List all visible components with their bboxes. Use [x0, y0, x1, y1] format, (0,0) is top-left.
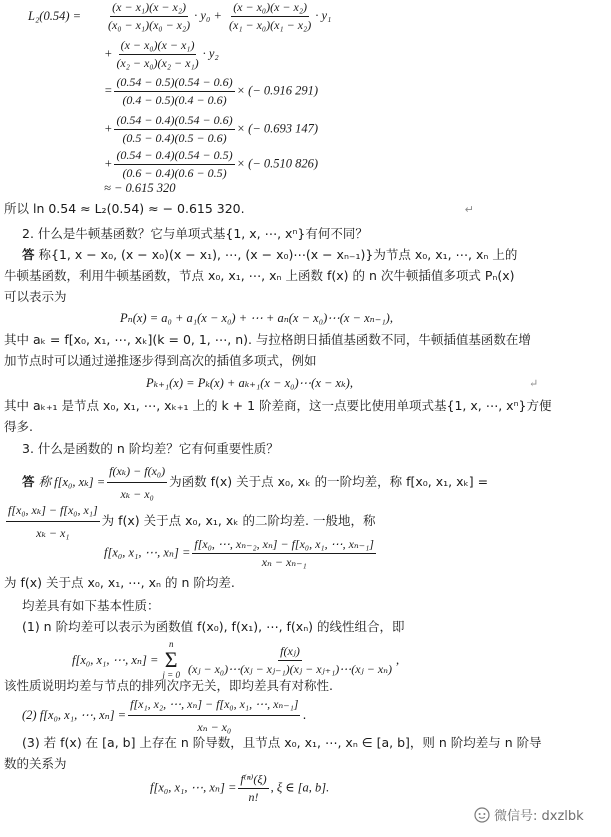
fraction: $\frac{\text{(x − x₀)(x − x₁)}}{\text{(x₂ − x₀)(x₂ − x₁)}}$ [116, 38, 199, 70]
q3-props-intro: 均差具有如下基本性质： [22, 598, 160, 613]
q2-answer-line-6: 其中 aₖ₊₁ 是节点 x₀, x₁, ⋯, xₖ₊₁ 上的 k + 1 阶差商，这一点要比使用单项式基{1, x, ⋯, xⁿ}方便 [4, 398, 552, 413]
watermark [474, 805, 584, 824]
wechat-icon [474, 807, 490, 823]
fraction: $\frac{\text{(x − x₁)(x − x₂)}}{\text{(x₀ − x₁)(x₀ − x₂)}}$ [108, 0, 191, 32]
q2-answer-line-1: 答 称{1, x − x₀, (x − x₀)(x − x₁), ⋯, (x − x₀)⋯(x − xₙ₋₁)}为节点 x₀, x₁, ⋯, xₙ 上的 [22, 247, 518, 262]
lagrange-approx: ≈ − 0.615 320 [104, 181, 176, 195]
q2-answer-line-4: 其中 aₖ = f[x₀, x₁, ⋯, xₖ](k = 0, 1, ⋯, n). 与拉格朗日插值基函数不同，牛顿插值基函数在增 [4, 332, 531, 347]
lagrange-term-3: + $\frac{\text{(x − x₀)(x − x₁)}}{\text{(x₂ − x₀)(x₂ − x₁)}}$ · y₂ [104, 38, 219, 70]
fraction: $\frac{\text{f[x₁, x₂, ⋯, xₙ] − f[x₀, x₁, ⋯, xₙ₋₁]}}{\text{xₙ − x₀}}$ [128, 694, 300, 737]
q2-answer-line-5: 加节点时可以通过递推逐步得到高次的插值多项式，例如 [4, 353, 317, 368]
answer-label: 答 [22, 247, 35, 262]
q3-property-1-note: 该性质说明均差与节点的排列次序无关，即均差具有对称性. [4, 678, 333, 693]
lagrange-lhs: L₂(0.54) = [28, 9, 82, 23]
q3-question: 3. 什么是函数的 n 阶均差？它有何重要性质？ [22, 441, 279, 456]
return-mark-icon: ↵ [528, 378, 539, 390]
q2-answer-line-3: 可以表示为 [4, 289, 67, 304]
lagrange-term-1: $\frac{\text{(x − x₁)(x − x₂)}}{\text{(x₀ − x₁)(x₀ − x₂)}}$ · y₀ + $\frac{\text{(x − x₀)(x − x₂)}}{\text{(x₁ − x₀)(x₁ − x₂)}}$ · y₁ [108, 0, 332, 32]
q2-question: 2. 什么是牛顿基函数？它与单项式基{1, x, ⋯, xⁿ}有何不同？ [22, 226, 368, 241]
lagrange-numeric-3: + $\frac{(0.54 - 0.4)(0.54 - 0.5)}{(0.6 - 0.4)(0.6 - 0.5)}$ × (− 0.510 826) [104, 148, 319, 180]
q3-formula-nth-divided-difference: f[x₀, x₁, ⋯, xₙ] = $\frac{\text{f[x₀, ⋯, xₙ₋₂, xₙ] − f[x₀, x₁, ⋯, xₙ₋₁]}}{\text{xₙ − xₙ₋₁}}$ [104, 537, 374, 569]
q3-answer-line-2: $\frac{\text{f[x₀, xₖ] − f[x₀, x₁]}}{\text{xₖ − x₁}}$ 为 f(x) 关于点 x₀, x₁, xₖ 的二阶均差. 一般地，称 [4, 500, 375, 543]
fraction: $\frac{\text{f[x₀, ⋯, xₙ₋₂, xₙ] − f[x₀, x₁, ⋯, xₙ₋₁]}}{\text{xₙ − xₙ₋₁}}$ [194, 537, 374, 569]
lagrange-conclusion: 所以 ln 0.54 ≈ L₂(0.54) ≈ − 0.615 320. ↵ [4, 201, 474, 216]
q2-answer-line-7: 得多. [4, 419, 33, 434]
fraction: $\frac{\text{f(xₖ) − f(x₀)}}{\text{xₖ − x₀}}$ [107, 461, 167, 504]
lagrange-numeric-1: = $\frac{(0.54 - 0.5)(0.54 - 0.6)}{(0.4 - 0.5)(0.4 - 0.6)}$ × (− 0.916 291) [104, 75, 319, 107]
q3-property-1-formula: f[x₀, x₁, ⋯, xₙ] = n Σ j = 0 $\frac{\text{f(xⱼ)}}{\text{(xⱼ − x₀)⋯(xⱼ − xⱼ₋₁)(xⱼ − xⱼ₊₁)⋯(xⱼ − xₙ)}}$ , [72, 639, 400, 680]
fraction: $\frac{\text{f[x₀, xₖ] − f[x₀, x₁]}}{\text{xₖ − x₁}}$ [6, 500, 100, 543]
q3-property-1: (1) n 阶均差可以表示为函数值 f(x₀), f(x₁), ⋯, f(xₙ) 的线性组合，即 [22, 619, 405, 634]
q3-property-2: (2) f[x₀, x₁, ⋯, xₙ] = $\frac{\text{f[x₁, x₂, ⋯, xₙ] − f[x₀, x₁, ⋯, xₙ₋₁]}}{\text{xₙ − x₀}}$ . [22, 694, 306, 737]
fraction: $\frac{(0.54 - 0.5)(0.54 - 0.6)}{(0.4 - 0.5)(0.4 - 0.6)}$ [116, 75, 233, 107]
sum-operator: n Σ j = 0 [162, 639, 180, 680]
fraction: $\frac{\text{f⁽ⁿ⁾(ξ)}}{n!}$ [240, 772, 267, 804]
answer-label: 答 [22, 474, 35, 489]
fraction: $\frac{(0.54 - 0.4)(0.54 - 0.5)}{(0.6 - 0.4)(0.6 - 0.5)}$ [116, 148, 233, 180]
watermark-text: 微信号: dxzlbk [494, 809, 584, 824]
q2-formula-1: Pₙ(x) = a₀ + a₁(x − x₀) + ⋯ + aₙ(x − x₀)⋯(x − xₙ₋₁), [120, 311, 393, 325]
q3-property-3: (3) 若 f(x) 在 [a, b] 上存在 n 阶导数，且节点 x₀, x₁, ⋯, xₙ ∈ [a, b]，则 n 阶均差与 n 阶导 [22, 735, 542, 750]
q2-answer-line-2: 牛顿基函数，利用牛顿基函数，节点 x₀, x₁, ⋯, xₙ 上函数 f(x) 的 n 次牛顿插值多项式 Pₙ(x) [4, 268, 515, 283]
q2-formula-2: Pₖ₊₁(x) = Pₖ(x) + aₖ₊₁(x − x₀)⋯(x − xₖ), ↵ [146, 376, 539, 390]
q3-answer-line-3: 为 f(x) 关于点 x₀, x₁, ⋯, xₙ 的 n 阶均差. [4, 575, 235, 590]
return-mark-icon: ↵ [464, 203, 474, 216]
q3-property-3-formula: f[x₀, x₁, ⋯, xₙ] = $\frac{\text{f⁽ⁿ⁾(ξ)}}{n!}$ , ξ ∈ [a, b]. [150, 772, 330, 804]
q3-property-3-cont: 数的关系为 [4, 756, 67, 771]
lagrange-numeric-2: + $\frac{(0.54 - 0.4)(0.54 - 0.6)}{(0.5 - 0.4)(0.5 - 0.6)}$ × (− 0.693 147) [104, 113, 319, 145]
q3-answer-line-1: 答 称 f[x₀, xₖ] = $\frac{\text{f(xₖ) − f(x₀)}}{\text{xₖ − x₀}}$ 为函数 f(x) 关于点 x₀, xₖ 的一阶均差，称 f[x₀, x₁, xₖ] = [22, 461, 488, 504]
fraction: $\frac{\text{(x − x₀)(x − x₂)}}{\text{(x₁ − x₀)(x₁ − x₂)}}$ [229, 0, 312, 32]
fraction: $\frac{(0.54 - 0.4)(0.54 - 0.6)}{(0.5 - 0.4)(0.5 - 0.6)}$ [116, 113, 233, 145]
fraction: $\frac{\text{f(xⱼ)}}{\text{(xⱼ − x₀)⋯(xⱼ − xⱼ₋₁)(xⱼ − xⱼ₊₁)⋯(xⱼ − xₙ)}}$ [188, 643, 393, 676]
